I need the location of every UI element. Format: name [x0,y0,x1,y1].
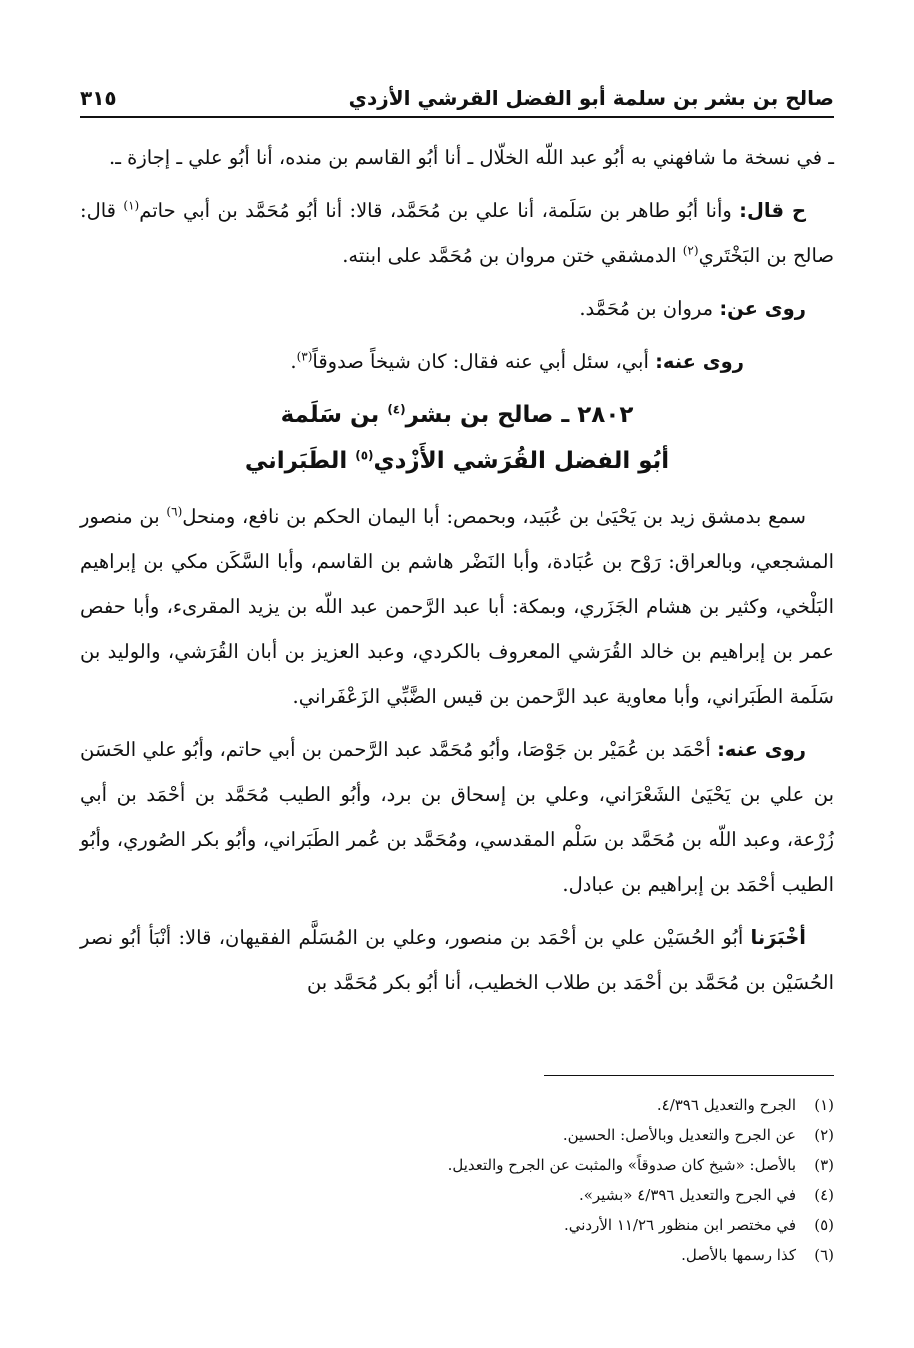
footnote [80,1210,834,1240]
paragraph-2-text-c: الدمشقي ختن مروان بن مُحَمَّد على ابنته. [342,244,683,267]
paragraph-3-lead: روى عن: [719,297,806,320]
footnote [80,1240,834,1270]
footnote-number: (٢) [814,1126,834,1144]
footnote-number: (٣) [814,1156,834,1174]
paragraph-5-text-a: سمع بدمشق زيد بن يَحْيَىٰ بن عُبَيد، وبحمص: أبا اليمان الحكم بن نافع، ومنحل [182,505,807,528]
footnote [80,1120,834,1150]
entry-heading-line-2 [80,438,834,484]
footnote-ref-3: (٣) [296,349,313,364]
paragraph-4-end: . [290,350,297,373]
footnote-text: عن الجرح والتعديل وبالأصل: الحسين. [562,1126,796,1144]
paragraph-4-lead: روى عنه: [655,350,744,373]
paragraph-1-text: ـ في نسخة ما شافهني به أبُو عبد اللّه الخلّال ـ أنا أبُو القاسم بن منده، أنا أبُو علي ـ إجازة ـ. [109,146,834,169]
footnote-ref-1: (١) [123,198,140,213]
paragraph-4-text: أبي، سئل أبي عنه فقال: كان شيخاً صدوقاً [312,350,656,373]
entry-heading-2a: أبُو الفضل القُرَشي الأَزْدي [373,448,670,474]
paragraph-1 [80,135,834,180]
paragraph-7-text: أبُو الحُسَيْن علي بن أحْمَد بن منصور، وعلي بن المُسَلَّم الفقيهان، قالا: أنْبَأ أبُو نصر الحُسَيْن بن مُحَمَّد بن أحْمَد بن طلاب الخطيب، أنا أبُو بكر مُحَمَّد بن [80,926,834,994]
footnotes [80,1090,834,1270]
footnote-text: الجرح والتعديل ٤/٣٩٦. [656,1096,796,1114]
paragraph-7 [80,915,834,1005]
paragraph-6-text: أحْمَد بن عُمَيْر بن جَوْصَا، وأبُو مُحَمَّد عبد الرَّحمن بن أبي حاتم، وأبُو علي الحَسَن بن علي بن يَحْيَىٰ الشَعْرَاني، وعلي بن إسحاق بن برد، وأبُو الطيب مُحَمَّد بن أحْمَد بن أبي زُرْعة، وعبد اللّه بن مُحَمَّد بن سَلْم المقدسي، ومُحَمَّد بن عُمر الطَبَراني، وأبُو بكر الصُوري، وأبُو الطيب أحْمَد بن إبراهيم بن عبادل. [80,738,834,896]
footnote-number: (٦) [814,1246,834,1264]
entry-heading-1a: ٢٨٠٢ ـ صالح بن بشر [405,402,634,428]
paragraph-6 [80,727,834,907]
footnote [80,1090,834,1120]
entry-heading [80,392,834,484]
paragraph-6-lead: روى عنه: [717,738,806,761]
footnote-number: (٤) [814,1186,834,1204]
footnote [80,1150,834,1180]
footnote-number: (٥) [814,1216,834,1234]
footnote-text: في الجرح والتعديل ٤/٣٩٦ «بشير». [578,1186,796,1204]
footnote [80,1180,834,1210]
paragraph-3-text: مروان بن مُحَمَّد. [579,297,720,320]
footnote-text: كذا رسمها بالأصل. [681,1246,796,1264]
footnote-ref-6: (٦) [166,504,183,519]
paragraph-5 [80,494,834,719]
entry-heading-line-1 [80,392,834,438]
paragraph-5-text-b: بن منصور المشجعي، وبالعراق: رَوْح بن عُبَادة، وأبا النَضْر هاشم بن القاسم، وأبا السَّكَن مكي بن إبراهيم البَلْخي، وكثير بن هشام الجَزَري، وبمكة: أبا عبد الرَّحمن عبد اللّه بن يزيد المقرىء، وأبا حفص عمر بن إبراهيم بن خالد القُرَشي المعروف بالكردي، وعبد العزيز بن أبان القُرَشي، والوليد بن سَلَمة الطَبَراني، وأبا معاوية عبد الرَّحمن بن قيس الضَّبِّي الزَعْفَراني. [80,505,834,708]
paragraph-2-lead: ح قال: [739,199,807,222]
main-text [80,135,834,1013]
footnote-text: في مختصر ابن منظور ١١/٢٦ الأردني. [563,1216,796,1234]
footnote-number: (١) [814,1096,834,1114]
paragraph-3 [80,286,834,331]
footnote-rule [544,1075,834,1076]
running-header [80,68,834,110]
paragraph-4 [80,339,834,384]
footnote-ref-5: (٥) [355,448,374,463]
running-title: صالح بن بشر بن سلمة أبو الفضل القرشي الأزدي [348,86,834,110]
paragraph-2-text-a: وأنا أبُو طاهر بن سَلَمة، أنا علي بن مُحَمَّد، قالا: أنا أبُو مُحَمَّد بن أبي حاتم [139,199,740,222]
paragraph-2-text-b: قال: صالح بن البَخْتَري [80,199,834,267]
entry-heading-1b: بن سَلَمة [280,402,388,428]
page-number: ٣١٥ [80,86,117,110]
footnote-text: بالأصل: «شيخ كان صدوقاً» والمثبت عن الجرح والتعديل. [447,1156,796,1174]
footnote-ref-4: (٤) [387,402,406,417]
paragraph-7-lead: أخْبَرَنا [750,926,806,949]
entry-heading-2b: الطَبَراني [244,448,356,474]
footnote-ref-2: (٢) [682,243,699,258]
paragraph-2 [80,188,834,278]
header-rule [80,116,834,118]
